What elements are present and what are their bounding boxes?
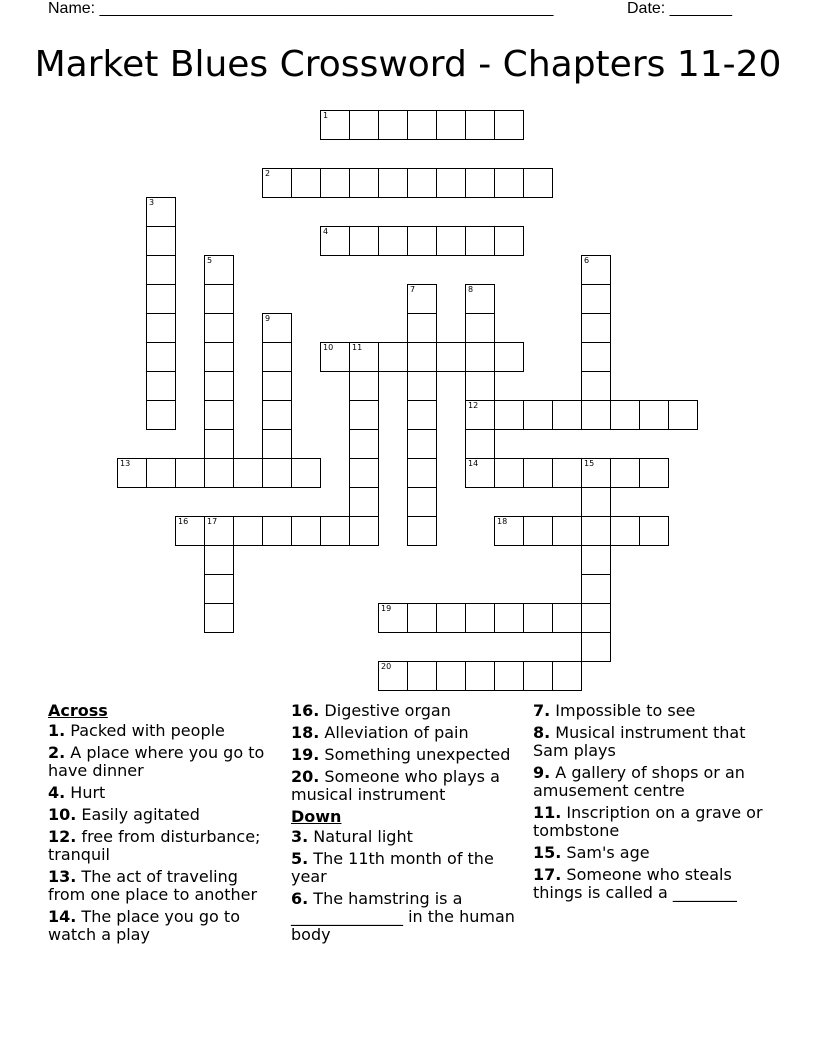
crossword-cell[interactable] xyxy=(378,168,408,198)
crossword-cell[interactable] xyxy=(146,255,176,285)
cell-number: 12 xyxy=(468,401,479,410)
crossword-cell[interactable] xyxy=(407,603,437,633)
crossword-cell[interactable] xyxy=(465,168,495,198)
crossword-cell[interactable] xyxy=(378,661,408,691)
crossword-cell[interactable] xyxy=(320,168,350,198)
crossword-cell[interactable] xyxy=(204,342,234,372)
cell-number: 8 xyxy=(468,285,474,294)
crossword-cell[interactable] xyxy=(407,429,437,459)
crossword-cell[interactable] xyxy=(581,342,611,372)
crossword-cell[interactable] xyxy=(378,110,408,140)
crossword-cell[interactable] xyxy=(639,400,669,430)
clue-number: 2. xyxy=(48,743,66,762)
crossword-cell[interactable] xyxy=(581,487,611,517)
crossword-cell[interactable] xyxy=(204,574,234,604)
crossword-cell[interactable] xyxy=(146,313,176,343)
crossword-cell[interactable] xyxy=(262,371,292,401)
crossword-cell[interactable] xyxy=(204,255,234,285)
clue-item xyxy=(533,702,768,720)
crossword-cell[interactable] xyxy=(204,603,234,633)
down-heading: Down xyxy=(291,807,342,826)
clue-item xyxy=(291,850,519,886)
crossword-cell[interactable] xyxy=(552,661,582,691)
cell-number: 20 xyxy=(381,662,392,671)
clues-column-1 xyxy=(48,702,278,948)
crossword-cell[interactable] xyxy=(436,661,466,691)
cell-number: 2 xyxy=(265,169,271,178)
clue-text: The act of traveling from one place to another xyxy=(48,867,258,904)
crossword-cell[interactable] xyxy=(378,226,408,256)
crossword-cell[interactable] xyxy=(668,400,698,430)
clue-text: Someone who plays a musical instrument xyxy=(291,767,500,804)
cell-number: 10 xyxy=(323,343,334,352)
crossword-cell[interactable] xyxy=(465,284,495,314)
clue-number: 3. xyxy=(291,827,309,846)
crossword-cell[interactable] xyxy=(320,516,350,546)
crossword-cell[interactable] xyxy=(407,110,437,140)
clue-text: Digestive organ xyxy=(319,701,451,720)
cell-number: 1 xyxy=(323,111,329,120)
crossword-cell[interactable] xyxy=(523,516,553,546)
clue-text: Something unexpected xyxy=(319,745,511,764)
crossword-cell[interactable] xyxy=(494,661,524,691)
crossword-cell[interactable] xyxy=(349,371,379,401)
cell-number: 16 xyxy=(178,517,189,526)
crossword-cell[interactable] xyxy=(262,458,292,488)
clue-item xyxy=(291,724,519,742)
crossword-cell[interactable] xyxy=(581,400,611,430)
crossword-cell[interactable] xyxy=(581,284,611,314)
clue-number: 1. xyxy=(48,721,66,740)
clues-column-2 xyxy=(291,702,519,948)
cell-number: 14 xyxy=(468,459,479,468)
crossword-cell[interactable] xyxy=(146,342,176,372)
clue-item xyxy=(291,828,519,846)
crossword-cell[interactable] xyxy=(465,313,495,343)
crossword-cell[interactable] xyxy=(320,110,350,140)
crossword-cell[interactable] xyxy=(465,226,495,256)
clue-text: A place where you go to have dinner xyxy=(48,743,265,780)
crossword-cell[interactable] xyxy=(349,429,379,459)
clue-number: 17. xyxy=(533,865,562,884)
clue-item xyxy=(291,702,519,720)
crossword-cell[interactable] xyxy=(204,284,234,314)
clue-number: 9. xyxy=(533,763,551,782)
clue-number: 19. xyxy=(291,745,320,764)
clue-item xyxy=(291,768,519,804)
crossword-cell[interactable] xyxy=(407,487,437,517)
date-field[interactable]: Date: _______ xyxy=(627,0,732,17)
clue-text: Someone who steals things is called a ________ xyxy=(533,865,737,902)
crossword-cell[interactable] xyxy=(349,168,379,198)
crossword-cell[interactable] xyxy=(581,603,611,633)
crossword-cell[interactable] xyxy=(465,400,495,430)
page-title: Market Blues Crossword - Chapters 11-20 xyxy=(34,44,782,85)
crossword-cell[interactable] xyxy=(175,516,205,546)
crossword-cell[interactable] xyxy=(494,400,524,430)
crossword-cell[interactable] xyxy=(465,429,495,459)
crossword-cell[interactable] xyxy=(610,516,640,546)
clue-number: 12. xyxy=(48,827,77,846)
crossword-cell[interactable] xyxy=(494,516,524,546)
crossword-cell[interactable] xyxy=(349,342,379,372)
crossword-cell[interactable] xyxy=(581,313,611,343)
cell-number: 19 xyxy=(381,604,392,613)
clue-item xyxy=(48,722,278,740)
crossword-cell[interactable] xyxy=(320,342,350,372)
clue-item xyxy=(291,746,519,764)
crossword-cell[interactable] xyxy=(262,168,292,198)
clue-text: The place you go to watch a play xyxy=(48,907,240,944)
crossword-cell[interactable] xyxy=(262,400,292,430)
clue-text: A gallery of shops or an amusement centre xyxy=(533,763,745,800)
crossword-cell[interactable] xyxy=(320,226,350,256)
clue-number: 18. xyxy=(291,723,320,742)
crossword-cell[interactable] xyxy=(349,400,379,430)
cell-number: 6 xyxy=(584,256,590,265)
crossword-cell[interactable] xyxy=(291,458,321,488)
clue-item xyxy=(291,890,519,944)
clue-item xyxy=(48,784,278,802)
crossword-cell[interactable] xyxy=(523,400,553,430)
clue-text: The 11th month of the year xyxy=(291,849,494,886)
crossword-cell[interactable] xyxy=(407,168,437,198)
crossword-cell[interactable] xyxy=(436,603,466,633)
cell-number: 5 xyxy=(207,256,213,265)
crossword-cell[interactable] xyxy=(523,168,553,198)
cell-number: 11 xyxy=(352,343,363,352)
clue-item xyxy=(533,764,768,800)
clue-text: The hamstring is a ______________ in the human body xyxy=(291,889,515,944)
crossword-cell[interactable] xyxy=(581,371,611,401)
crossword-cell[interactable] xyxy=(117,458,147,488)
clue-text: Impossible to see xyxy=(550,701,696,720)
crossword-cell[interactable] xyxy=(552,603,582,633)
crossword-cell[interactable] xyxy=(494,110,524,140)
crossword-cell[interactable] xyxy=(581,545,611,575)
clue-number: 13. xyxy=(48,867,77,886)
clue-text: Alleviation of pain xyxy=(319,723,469,742)
crossword-cell[interactable] xyxy=(581,516,611,546)
crossword-cell[interactable] xyxy=(146,371,176,401)
crossword-cell[interactable] xyxy=(349,487,379,517)
crossword-cell[interactable] xyxy=(407,516,437,546)
clue-number: 10. xyxy=(48,805,77,824)
clue-item xyxy=(533,844,768,862)
crossword-cell[interactable] xyxy=(262,313,292,343)
clue-item xyxy=(48,908,278,944)
crossword-cell[interactable] xyxy=(175,458,205,488)
clue-number: 11. xyxy=(533,803,562,822)
clue-text: Inscription on a grave or tombstone xyxy=(533,803,763,840)
crossword-cell[interactable] xyxy=(204,371,234,401)
cell-number: 13 xyxy=(120,459,131,468)
clue-item xyxy=(533,724,768,760)
crossword-cell[interactable] xyxy=(291,168,321,198)
cell-number: 9 xyxy=(265,314,271,323)
crossword-cell[interactable] xyxy=(262,429,292,459)
crossword-cell[interactable] xyxy=(407,313,437,343)
crossword-cell[interactable] xyxy=(146,226,176,256)
clue-item xyxy=(48,744,278,780)
crossword-cell[interactable] xyxy=(494,458,524,488)
clue-item xyxy=(48,806,278,824)
clue-number: 6. xyxy=(291,889,309,908)
crossword-cell[interactable] xyxy=(465,342,495,372)
across-heading: Across xyxy=(48,701,108,720)
clue-number: 20. xyxy=(291,767,320,786)
clue-number: 7. xyxy=(533,701,551,720)
crossword-cell[interactable] xyxy=(204,458,234,488)
cell-number: 17 xyxy=(207,517,218,526)
crossword-cell[interactable] xyxy=(407,284,437,314)
crossword-cell[interactable] xyxy=(407,400,437,430)
crossword-cell[interactable] xyxy=(610,400,640,430)
crossword-cell[interactable] xyxy=(146,284,176,314)
crossword-cell[interactable] xyxy=(639,516,669,546)
cell-number: 18 xyxy=(497,517,508,526)
crossword-cell[interactable] xyxy=(262,516,292,546)
crossword-cell[interactable] xyxy=(407,458,437,488)
clue-item xyxy=(48,868,278,904)
crossword-cell[interactable] xyxy=(204,313,234,343)
crossword-cell[interactable] xyxy=(581,574,611,604)
crossword-cell[interactable] xyxy=(291,516,321,546)
crossword-cell[interactable] xyxy=(494,168,524,198)
crossword-cell[interactable] xyxy=(552,400,582,430)
crossword-cell[interactable] xyxy=(407,661,437,691)
crossword-cell[interactable] xyxy=(146,197,176,227)
crossword-cell[interactable] xyxy=(349,516,379,546)
crossword-cell[interactable] xyxy=(204,545,234,575)
crossword-cell[interactable] xyxy=(436,226,466,256)
crossword-cell[interactable] xyxy=(146,400,176,430)
crossword-cell[interactable] xyxy=(465,371,495,401)
crossword-cell[interactable] xyxy=(233,516,263,546)
crossword-cell[interactable] xyxy=(204,400,234,430)
crossword-cell[interactable] xyxy=(523,661,553,691)
clue-text: free from disturbance; tranquil xyxy=(48,827,261,864)
crossword-cell[interactable] xyxy=(204,516,234,546)
crossword-cell[interactable] xyxy=(436,110,466,140)
crossword-cell[interactable] xyxy=(349,458,379,488)
crossword-cell[interactable] xyxy=(581,632,611,662)
crossword-cell[interactable] xyxy=(465,603,495,633)
crossword-cell[interactable] xyxy=(407,342,437,372)
crossword-cell[interactable] xyxy=(494,603,524,633)
crossword-cell[interactable] xyxy=(349,226,379,256)
clue-number: 16. xyxy=(291,701,320,720)
clue-number: 15. xyxy=(533,843,562,862)
crossword-cell[interactable] xyxy=(552,458,582,488)
clue-number: 5. xyxy=(291,849,309,868)
clue-text: Packed with people xyxy=(65,721,225,740)
crossword-cell[interactable] xyxy=(552,516,582,546)
crossword-cell[interactable] xyxy=(378,342,408,372)
clue-number: 14. xyxy=(48,907,77,926)
clue-text: Natural light xyxy=(308,827,413,846)
crossword-cell[interactable] xyxy=(581,255,611,285)
crossword-cell[interactable] xyxy=(407,226,437,256)
clue-text: Musical instrument that Sam plays xyxy=(533,723,746,760)
crossword-cell[interactable] xyxy=(204,429,234,459)
crossword-cell[interactable] xyxy=(407,371,437,401)
crossword-cell[interactable] xyxy=(639,458,669,488)
crossword-cell[interactable] xyxy=(494,226,524,256)
crossword-cell[interactable] xyxy=(436,342,466,372)
clues-column-3 xyxy=(533,702,768,906)
clue-number: 8. xyxy=(533,723,551,742)
crossword-cell[interactable] xyxy=(523,458,553,488)
clue-text: Easily agitated xyxy=(76,805,200,824)
crossword-cell[interactable] xyxy=(465,661,495,691)
crossword-cell[interactable] xyxy=(233,458,263,488)
cell-number: 3 xyxy=(149,198,155,207)
crossword-cell[interactable] xyxy=(349,110,379,140)
crossword-cell[interactable] xyxy=(436,168,466,198)
clue-item xyxy=(48,828,278,864)
cell-number: 15 xyxy=(584,459,595,468)
crossword-cell[interactable] xyxy=(494,342,524,372)
clue-text: Hurt xyxy=(65,783,106,802)
name-field[interactable]: Name: ___________________________________________________ xyxy=(48,0,554,17)
clue-item xyxy=(533,804,768,840)
crossword-cell[interactable] xyxy=(610,458,640,488)
crossword-cell[interactable] xyxy=(465,110,495,140)
clue-text: Sam's age xyxy=(561,843,650,862)
cell-number: 7 xyxy=(410,285,416,294)
clue-number: 4. xyxy=(48,783,66,802)
cell-number: 4 xyxy=(323,227,329,236)
clue-item xyxy=(533,866,768,902)
crossword-cell[interactable] xyxy=(262,342,292,372)
crossword-cell[interactable] xyxy=(523,603,553,633)
crossword-cell[interactable] xyxy=(146,458,176,488)
crossword-cell[interactable] xyxy=(581,458,611,488)
crossword-cell[interactable] xyxy=(378,603,408,633)
crossword-cell[interactable] xyxy=(465,458,495,488)
